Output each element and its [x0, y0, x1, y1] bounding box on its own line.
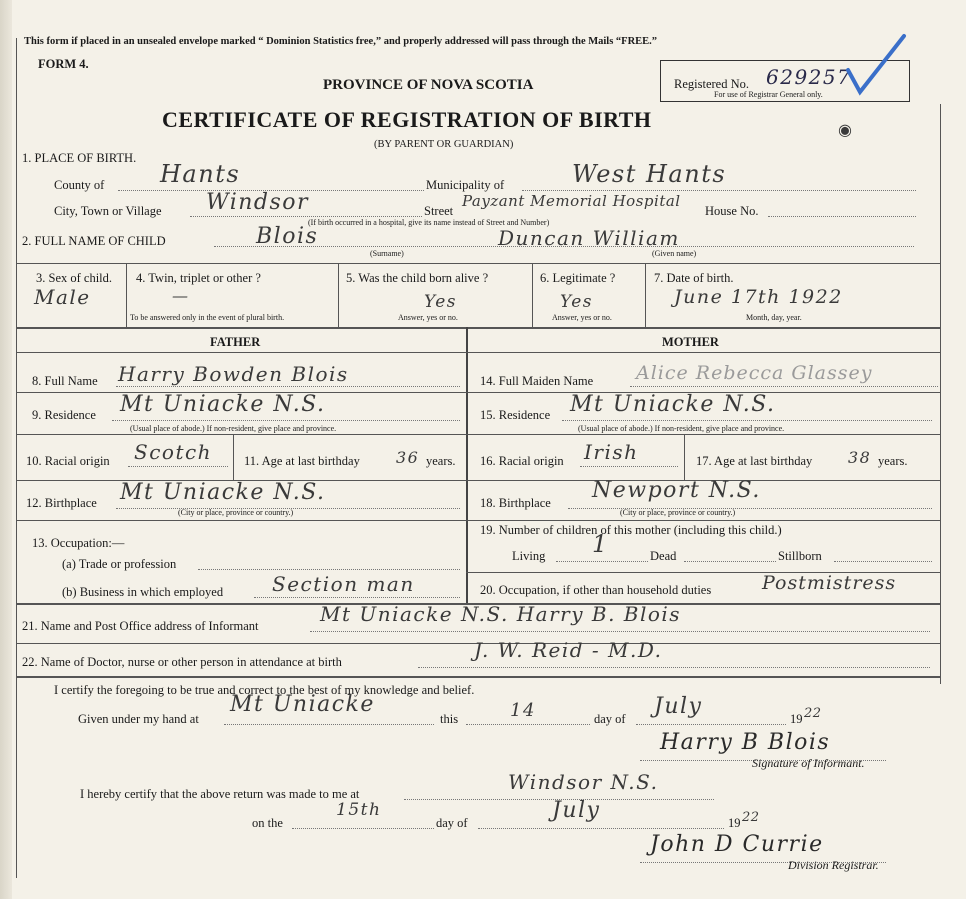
place-of-birth-heading: 1. PLACE OF BIRTH. — [22, 151, 137, 165]
margin-mark: ◉ — [838, 120, 854, 139]
business-value: Section man — [272, 572, 415, 596]
date-note: Month, day, year. — [746, 313, 802, 322]
date-value: June 17th 1922 — [674, 286, 843, 308]
mother-age-label: 17. Age at last birthday — [696, 454, 813, 468]
father-age-value: 36 — [396, 448, 420, 467]
form-number: FORM 4. — [38, 57, 89, 71]
left-border — [16, 38, 17, 878]
certify-day-value: 14 — [510, 700, 536, 721]
city-value: Windsor — [206, 190, 310, 215]
mother-residence-label: 15. Residence — [480, 408, 551, 422]
mother-birthplace-note: (City or place, province or country.) — [620, 508, 736, 517]
twin-note: To be answered only in the event of plural birth. — [130, 313, 285, 322]
dead-label: Dead — [650, 549, 677, 563]
father-birthplace-note: (City or place, province or country.) — [178, 508, 294, 517]
registrar-statement: I hereby certify that the above return was made to me at — [80, 787, 360, 801]
mother-birthplace-label: 18. Birthplace — [480, 496, 551, 510]
mother-residence-note: (Usual place of abode.) If non-resident, give place and province. — [578, 424, 785, 433]
legitimate-value: Yes — [560, 292, 594, 312]
county-value: Hants — [160, 160, 241, 188]
informant-signature: Harry B Blois — [660, 730, 831, 755]
registrar-month-value: July — [552, 798, 601, 823]
trade-label: (a) Trade or profession — [62, 557, 177, 571]
father-name-value: Harry Bowden Blois — [118, 362, 349, 386]
mother-racial-value: Irish — [584, 440, 639, 464]
blue-check-mark — [840, 30, 910, 100]
informant-value: Mt Uniacke N.S. Harry B. Blois — [320, 602, 682, 626]
father-racial-label: 10. Racial origin — [26, 454, 110, 468]
registrar-signature-label: Division Registrar. — [788, 858, 879, 872]
business-label: (b) Business in which employed — [62, 585, 224, 599]
city-label: City, Town or Village — [54, 204, 162, 218]
alive-value: Yes — [424, 292, 458, 312]
certificate-subtitle: (BY PARENT OR GUARDIAN) — [374, 139, 514, 150]
father-birthplace-label: 12. Birthplace — [26, 496, 97, 510]
legitimate-label: 6. Legitimate ? — [540, 271, 616, 285]
twin-label: 4. Twin, triplet or other ? — [136, 271, 261, 285]
father-residence-note: (Usual place of abode.) If non-resident, give place and province. — [130, 424, 337, 433]
mother-occupation-label: 20. Occupation, if other than household duties — [480, 583, 712, 597]
street-label: Street — [424, 204, 454, 218]
surname-note: (Surname) — [370, 249, 404, 258]
registrar-signature: John D Currie — [650, 832, 824, 857]
stillborn-label: Stillborn — [778, 549, 822, 563]
legitimate-note: Answer, yes or no. — [552, 313, 612, 322]
father-age-label: 11. Age at last birthday — [244, 454, 360, 468]
registered-label: Registered No. — [674, 77, 749, 91]
sex-value: Male — [34, 285, 91, 309]
informant-label: 21. Name and Post Office address of Informant — [22, 619, 259, 633]
date-label: 7. Date of birth. — [654, 271, 734, 285]
sex-label: 3. Sex of child. — [36, 271, 113, 285]
given-name-note: (Given name) — [652, 249, 697, 258]
province-heading: PROVINCE OF NOVA SCOTIA — [323, 77, 534, 93]
informant-signature-label: Signature of Informant. — [752, 756, 865, 770]
county-label: County of — [54, 178, 105, 192]
certify-month-value: July — [654, 694, 703, 719]
registrar-place-value: Windsor N.S. — [508, 770, 659, 794]
certify-statement: I certify the foregoing to be true and correct to the best of my knowledge and belief. — [54, 683, 475, 697]
postal-notice: This form if placed in an unsealed envelope marked “ Dominion Statistics free,” and properly addressed will pass through the Mails “FREE.” — [24, 36, 658, 47]
street-value: Payzant Memorial Hospital — [462, 192, 681, 210]
alive-note: Answer, yes or no. — [398, 313, 458, 322]
doctor-value: J. W. Reid - M.D. — [474, 638, 663, 662]
binding-edge — [0, 0, 12, 899]
mother-heading: MOTHER — [662, 335, 719, 349]
mother-residence-value: Mt Uniacke N.S. — [570, 392, 776, 417]
municipality-label: Municipality of — [426, 178, 505, 192]
certify-year-prefix: 19 — [790, 712, 803, 726]
certificate-title: CERTIFICATE OF REGISTRATION OF BIRTH — [162, 107, 652, 132]
mother-maiden-label: 14. Full Maiden Name — [480, 374, 594, 388]
mother-maiden-value: Alice Rebecca Glassey — [636, 362, 873, 384]
registered-number: 629257 — [766, 65, 852, 89]
mother-occupation-value: Postmistress — [762, 572, 897, 594]
children-count-label: 19. Number of children of this mother (including this child.) — [480, 523, 782, 537]
doctor-label: 22. Name of Doctor, nurse or other person in attendance at birth — [22, 655, 342, 669]
twin-value: — — [172, 286, 190, 305]
mother-racial-label: 16. Racial origin — [480, 454, 564, 468]
alive-label: 5. Was the child born alive ? — [346, 271, 489, 285]
certify-year-value: 22 — [804, 706, 822, 721]
father-birthplace-value: Mt Uniacke N.S. — [120, 480, 326, 505]
living-value: 1 — [592, 530, 609, 558]
father-name-label: 8. Full Name — [32, 374, 98, 388]
on-the-label: on the — [252, 816, 283, 830]
occupation-label: 13. Occupation:— — [32, 536, 125, 550]
right-border — [940, 104, 941, 684]
registrar-year-prefix: 19 — [728, 816, 741, 830]
child-given-name: Duncan William — [498, 226, 680, 250]
father-residence-label: 9. Residence — [32, 408, 96, 422]
house-label: House No. — [705, 204, 759, 218]
registrar-year-value: 22 — [742, 810, 760, 825]
child-surname: Blois — [256, 224, 319, 249]
child-name-label: 2. FULL NAME OF CHILD — [22, 234, 166, 248]
hospital-note: (If birth occurred in a hospital, give its name instead of Street and Number) — [308, 218, 550, 227]
registrar-day-of-label: day of — [436, 816, 468, 830]
mother-birthplace-value: Newport N.S. — [592, 478, 761, 503]
registrar-day-value: 15th — [336, 800, 382, 820]
municipality-value: West Hants — [572, 160, 727, 188]
living-label: Living — [512, 549, 546, 563]
day-of-label: day of — [594, 712, 626, 726]
father-heading: FATHER — [210, 335, 261, 349]
given-under-hand-label: Given under my hand at — [78, 712, 199, 726]
mother-years: years. — [878, 454, 908, 468]
this-label: this — [440, 712, 459, 726]
certify-place-value: Mt Uniacke — [230, 692, 375, 717]
father-racial-value: Scotch — [134, 440, 213, 464]
registrar-note: For use of Registrar General only. — [714, 90, 823, 99]
mother-age-value: 38 — [848, 448, 872, 467]
father-years: years. — [426, 454, 456, 468]
father-residence-value: Mt Uniacke N.S. — [120, 392, 326, 417]
